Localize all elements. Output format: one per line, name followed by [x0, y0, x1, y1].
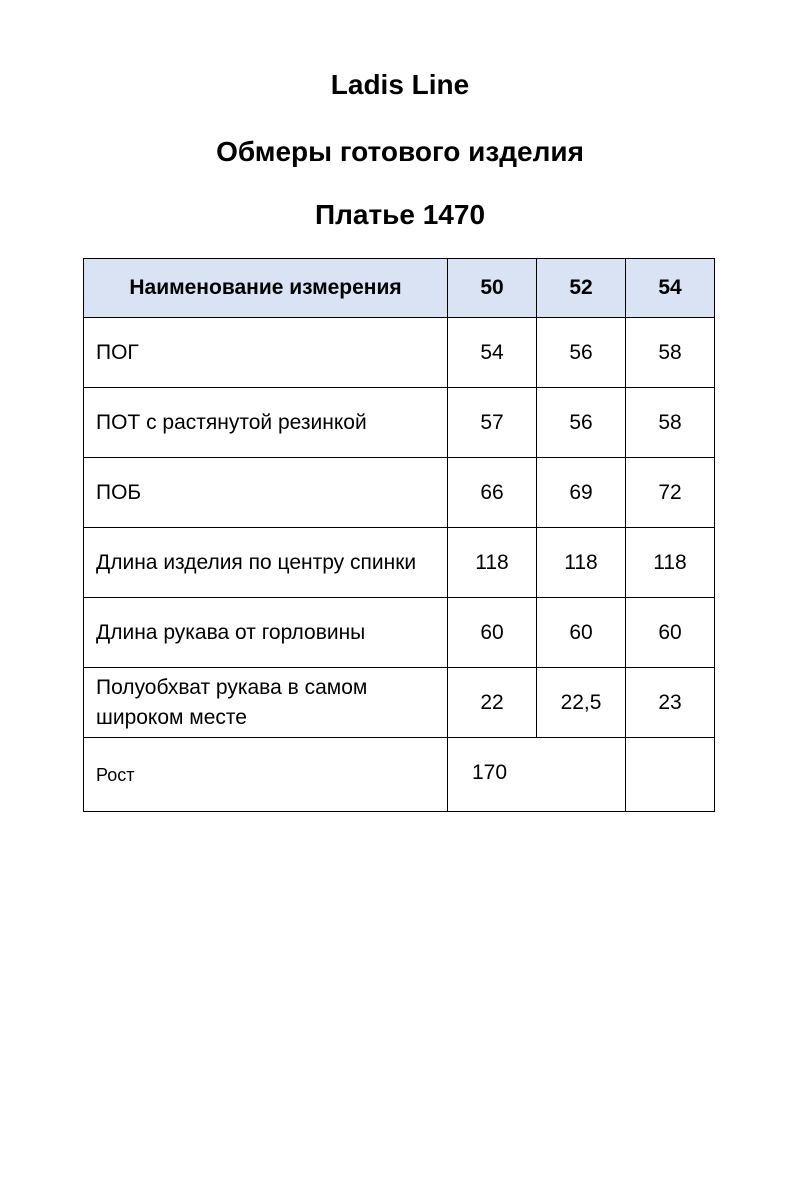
growth-label: Рост [84, 738, 448, 812]
row-value: 56 [537, 318, 626, 388]
row-label: Полуобхват рукава в самом широком месте [84, 668, 448, 738]
row-value: 69 [537, 458, 626, 528]
table-header-row [84, 259, 715, 318]
row-label: Длина рукава от горловины [84, 598, 448, 668]
row-value: 58 [626, 388, 715, 458]
row-value: 72 [626, 458, 715, 528]
row-value: 118 [626, 528, 715, 598]
row-value: 58 [626, 318, 715, 388]
document-subtitle: Обмеры готового изделия [216, 136, 584, 167]
row-value: 118 [537, 528, 626, 598]
row-value: 57 [448, 388, 537, 458]
row-value: 22 [448, 668, 537, 738]
row-label: ПОТ с растянутой резинкой [84, 388, 448, 458]
table-row [84, 668, 715, 738]
table-row [84, 458, 715, 528]
row-value: 118 [448, 528, 537, 598]
row-label: ПОГ [84, 318, 448, 388]
brand-title: Ladis Line [330, 69, 470, 100]
header-measurement-name: Наименование измерения [84, 259, 448, 318]
row-value: 23 [626, 668, 715, 738]
row-value: 54 [448, 318, 537, 388]
growth-empty-cell [626, 738, 715, 812]
table-row [84, 528, 715, 598]
header-size-54: 54 [626, 259, 715, 318]
product-title: Платье 1470 [314, 199, 486, 230]
row-value: 60 [626, 598, 715, 668]
row-value: 56 [537, 388, 626, 458]
row-label: ПОБ [84, 458, 448, 528]
table-row-growth [84, 738, 715, 812]
header-size-52: 52 [537, 259, 626, 318]
table-row [84, 318, 715, 388]
row-value: 22,5 [537, 668, 626, 738]
growth-value: 170 [448, 738, 626, 812]
row-value: 66 [448, 458, 537, 528]
table-row [84, 598, 715, 668]
row-value: 60 [537, 598, 626, 668]
measurements-table [83, 258, 715, 812]
header-size-50: 50 [448, 259, 537, 318]
row-label: Длина изделия по центру спинки [84, 528, 448, 598]
table-row [84, 388, 715, 458]
row-value: 60 [448, 598, 537, 668]
